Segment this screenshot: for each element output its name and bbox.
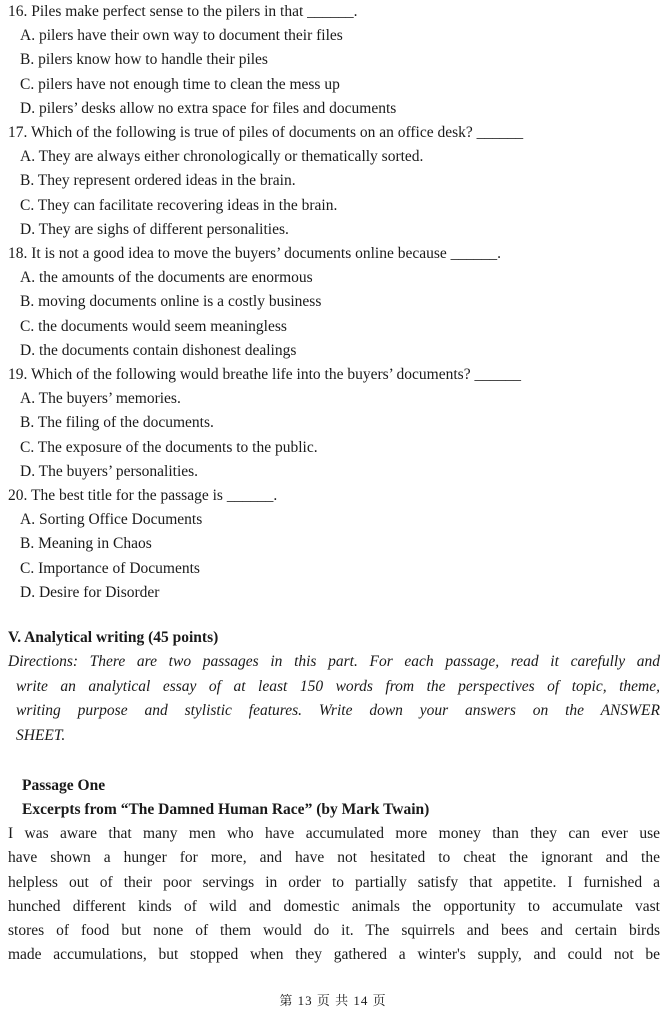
- passage-heading: Excerpts from “The Damned Human Race” (by Mark Twain): [22, 801, 430, 818]
- answer-option: B. moving documents online is a costly business: [20, 293, 322, 311]
- directions-line: write an analytical essay of at least 150 words from the perspectives of topic, theme,: [16, 677, 660, 695]
- question-stem: 16. Piles make perfect sense to the pilers in that ______.: [8, 3, 358, 20]
- directions-line: SHEET.: [16, 726, 66, 744]
- answer-option: A. pilers have their own way to document their files: [20, 27, 343, 45]
- answer-option: B. They represent ordered ideas in the brain.: [20, 172, 296, 190]
- directions-line: Directions: There are two passages in this part. For each passage, read it carefully and: [8, 653, 660, 670]
- answer-option: C. Importance of Documents: [20, 559, 200, 577]
- question-stem: 18. It is not a good idea to move the buyers’ documents online because ______.: [8, 245, 502, 263]
- answer-option: A. They are always either chronologically or thematically sorted.: [20, 148, 424, 166]
- passage-one: [8, 774, 660, 968]
- passage-line: helpless out of their poor servings in order to partially satisfy that appetite. I furnished a: [8, 873, 660, 891]
- answer-option: A. the amounts of the documents are enormous: [20, 269, 313, 287]
- passage-line: hunched different kinds of wild and domestic animals the opportunity to accumulate vast: [8, 897, 660, 915]
- question-stem: 17. Which of the following is true of piles of documents on an office desk? ______: [8, 124, 524, 142]
- question-stem: 20. The best title for the passage is ______.: [8, 487, 278, 505]
- question-stem: 19. Which of the following would breathe life into the buyers’ documents? ______: [8, 366, 521, 384]
- answer-option: D. Desire for Disorder: [20, 583, 160, 601]
- passage-label: Passage One: [22, 777, 106, 794]
- passage-line: made accumulations, but stopped when they gathered a winter's supply, and could not be: [8, 946, 660, 964]
- answer-option: D. The buyers’ personalities.: [20, 462, 199, 480]
- answer-option: D. pilers’ desks allow no extra space for files and documents: [20, 99, 397, 117]
- answer-option: D. They are sighs of different personalities.: [20, 220, 289, 238]
- answer-option: B. The filing of the documents.: [20, 414, 214, 432]
- section-title: V. Analytical writing (45 points): [8, 629, 219, 646]
- passage-line: stores of food but none of them would do it. The squirrels and bees and certain birds: [8, 922, 660, 940]
- page-number: 第 13 页 共 14 页: [279, 993, 387, 1008]
- answer-option: B. pilers know how to handle their piles: [20, 51, 268, 69]
- passage-body: [8, 822, 660, 968]
- analytical-writing-section: [8, 626, 660, 748]
- directions-line: writing purpose and stylistic features. Write down your answers on the ANSWER: [16, 702, 660, 719]
- answer-option: D. the documents contain dishonest dealings: [20, 341, 297, 359]
- passage-line: have shown a hunger for more, and have not hesitated to cheat the ignorant and the: [8, 849, 660, 867]
- directions: [8, 650, 660, 748]
- answer-option: A. The buyers’ memories.: [20, 390, 181, 408]
- answer-option: C. They can facilitate recovering ideas in the brain.: [20, 196, 338, 214]
- question-list: [8, 0, 660, 605]
- answer-option: C. The exposure of the documents to the public.: [20, 438, 318, 456]
- answer-option: C. pilers have not enough time to clean the mess up: [20, 75, 340, 93]
- answer-option: B. Meaning in Chaos: [20, 535, 152, 553]
- answer-option: C. the documents would seem meaningless: [20, 317, 287, 335]
- passage-line: I was aware that many men who have accumulated more money than they can ever use: [8, 825, 660, 842]
- answer-option: A. Sorting Office Documents: [20, 511, 203, 529]
